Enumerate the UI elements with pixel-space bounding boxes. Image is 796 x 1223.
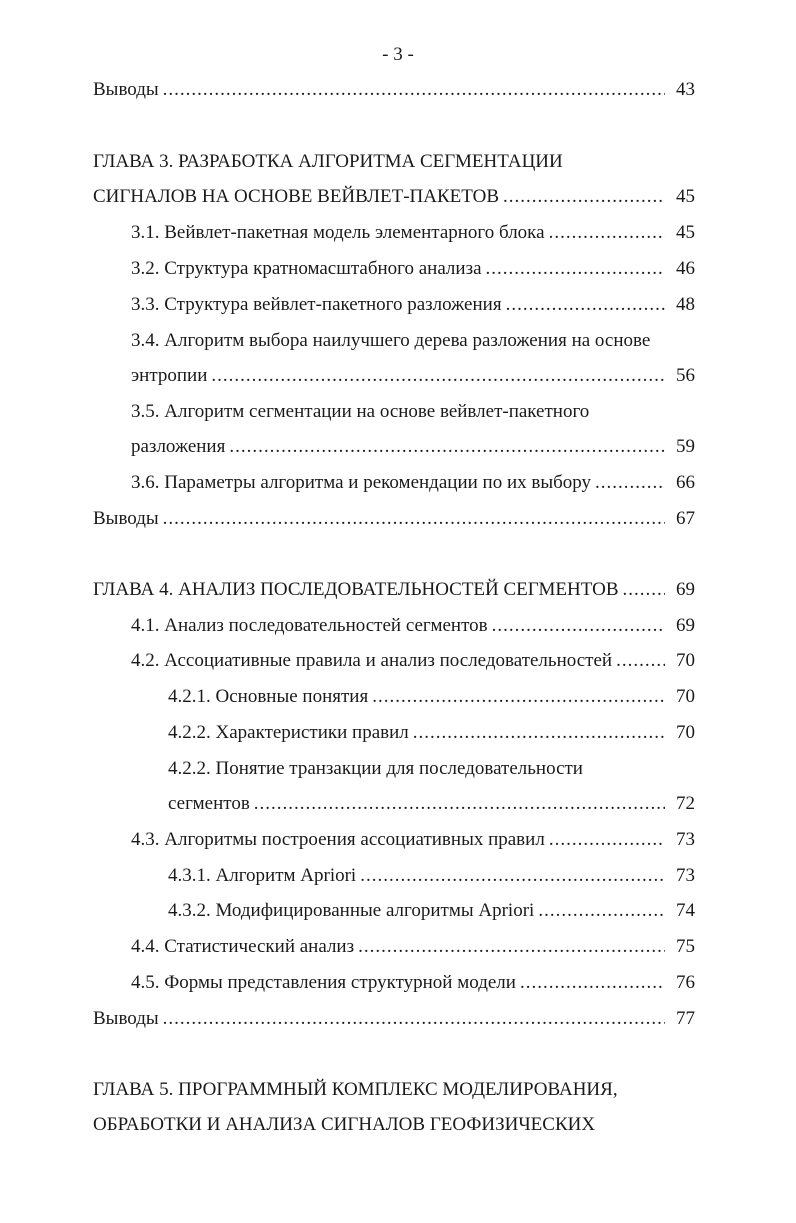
toc-chapter-5-heading [93, 1076, 618, 1104]
toc-entry-title: СИГНАЛОВ НА ОСНОВЕ ВЕЙВЛЕТ-ПАКЕТОВ [93, 186, 499, 207]
dot-leader [549, 826, 665, 854]
toc-entry-page: 72 [676, 793, 695, 814]
toc-entry-4-1 [131, 612, 695, 640]
toc-entry-title: сегментов [168, 793, 250, 814]
toc-entry-page: 66 [676, 472, 695, 493]
toc-entry-title: Выводы [93, 1008, 159, 1029]
toc-entry-conclusions-ch3 [93, 505, 695, 533]
toc-entry-page: 73 [676, 829, 695, 850]
toc-entry-3-6 [131, 469, 695, 497]
dot-leader [486, 255, 665, 283]
toc-entry-title: ГЛАВА 4. АНАЛИЗ ПОСЛЕДОВАТЕЛЬНОСТЕЙ СЕГМЕНТОВ [93, 579, 619, 600]
toc-entry-page: 70 [676, 650, 695, 671]
toc-entry-page: 70 [676, 722, 695, 743]
toc-entry-3-4 [131, 327, 650, 355]
toc-entry-page: 69 [676, 615, 695, 636]
toc-chapter-3-heading [93, 148, 563, 176]
dot-leader [520, 969, 665, 997]
dot-leader [211, 362, 665, 390]
dot-leader [163, 1005, 665, 1033]
dot-leader [595, 469, 665, 497]
toc-entry-conclusions-ch2 [93, 76, 695, 104]
toc-entry-title: 4.1. Анализ последовательностей сегментов [131, 615, 488, 636]
toc-entry-title: 4.4. Статистический анализ [131, 936, 355, 957]
dot-leader [616, 647, 665, 675]
toc-entry-page: 45 [676, 222, 695, 243]
toc-entry-3-3 [131, 291, 695, 319]
dot-leader [163, 505, 665, 533]
toc-entry-4-2-2b [168, 755, 583, 783]
toc-entry-title: энтропии [131, 365, 208, 386]
toc-entry-page: 67 [676, 508, 695, 529]
toc-entry-page: 48 [676, 294, 695, 315]
toc-entry-title: 4.3. Алгоритмы построения ассоциативных правил [131, 829, 545, 850]
dot-leader [360, 862, 665, 890]
toc-chapter-3-heading-cont [93, 183, 695, 211]
dot-leader [254, 790, 665, 818]
toc-entry-4-4 [131, 933, 695, 961]
toc-entry-3-5-cont [131, 433, 695, 461]
toc-entry-title: 4.3.2. Модифицированные алгоритмы Apriori [168, 900, 535, 921]
toc-entry-page: 46 [676, 258, 695, 279]
dot-leader [538, 897, 665, 925]
dot-leader [372, 683, 665, 711]
toc-entry-page: 56 [676, 365, 695, 386]
toc-entry-4-2-2 [168, 719, 695, 747]
toc-entry-title: 4.2. Ассоциативные правила и анализ последовательностей [131, 650, 613, 671]
toc-entry-conclusions-ch4 [93, 1005, 695, 1033]
dot-leader [229, 433, 665, 461]
toc-entry-title: 3.4. Алгоритм выбора наилучшего дерева разложения на основе [131, 330, 651, 351]
toc-entry-4-5 [131, 969, 695, 997]
toc-entry-4-2-2b-cont [168, 790, 695, 818]
toc-entry-title: ОБРАБОТКИ И АНАЛИЗА СИГНАЛОВ ГЕОФИЗИЧЕСКИХ [93, 1114, 596, 1135]
toc-entry-title: 4.2.2. Характеристики правил [168, 722, 409, 743]
dot-leader [623, 576, 666, 604]
toc-entry-4-3-2 [168, 897, 695, 925]
page-number: - 3 - [382, 44, 414, 65]
toc-entry-title: ГЛАВА 5. ПРОГРАММНЫЙ КОМПЛЕКС МОДЕЛИРОВАНИЯ, [93, 1079, 618, 1100]
toc-entry-page: 43 [676, 79, 695, 100]
toc-chapter-5-heading-cont [93, 1111, 595, 1139]
toc-chapter-4-heading [93, 576, 695, 604]
toc-entry-4-3-1 [168, 862, 695, 890]
toc-entry-page: 59 [676, 436, 695, 457]
toc-entry-page: 74 [676, 900, 695, 921]
toc-entry-3-5 [131, 398, 589, 426]
toc-entry-4-2-1 [168, 683, 695, 711]
toc-entry-title: 3.3. Структура вейвлет-пакетного разложения [131, 294, 502, 315]
dot-leader [503, 183, 665, 211]
toc-entry-title: 4.5. Формы представления структурной модели [131, 972, 516, 993]
toc-entry-page: 76 [676, 972, 695, 993]
toc-entry-title: Выводы [93, 508, 159, 529]
toc-entry-title: 4.2.1. Основные понятия [168, 686, 369, 707]
dot-leader [492, 612, 665, 640]
toc-entry-page: 70 [676, 686, 695, 707]
toc-entry-page: 75 [676, 936, 695, 957]
dot-leader [163, 76, 665, 104]
toc-entry-3-2 [131, 255, 695, 283]
toc-entry-title: 3.6. Параметры алгоритма и рекомендации по их выбору [131, 472, 592, 493]
dot-leader [413, 719, 665, 747]
toc-entry-title: 3.5. Алгоритм сегментации на основе вейвлет-пакетного [131, 401, 590, 422]
toc-entry-title: 4.3.1. Алгоритм Apriori [168, 865, 357, 886]
toc-entry-title: Выводы [93, 79, 159, 100]
toc-entry-title: разложения [131, 436, 226, 457]
toc-entry-title: 3.1. Вейвлет-пакетная модель элементарного блока [131, 222, 545, 243]
toc-entry-page: 45 [676, 186, 695, 207]
toc-entry-title: 4.2.2. Понятие транзакции для последовательности [168, 758, 583, 779]
toc-entry-page: 69 [676, 579, 695, 600]
dot-leader [506, 291, 665, 319]
toc-entry-title: ГЛАВА 3. РАЗРАБОТКА АЛГОРИТМА СЕГМЕНТАЦИИ [93, 151, 563, 172]
toc-entry-page: 73 [676, 865, 695, 886]
dot-leader [358, 933, 665, 961]
toc-entry-3-4-cont [131, 362, 695, 390]
dot-leader [549, 219, 665, 247]
toc-entry-3-1 [131, 219, 695, 247]
toc-entry-4-2 [131, 647, 695, 675]
toc-entry-4-3 [131, 826, 695, 854]
toc-entry-page: 77 [676, 1008, 695, 1029]
toc-entry-title: 3.2. Структура кратномасштабного анализа [131, 258, 482, 279]
